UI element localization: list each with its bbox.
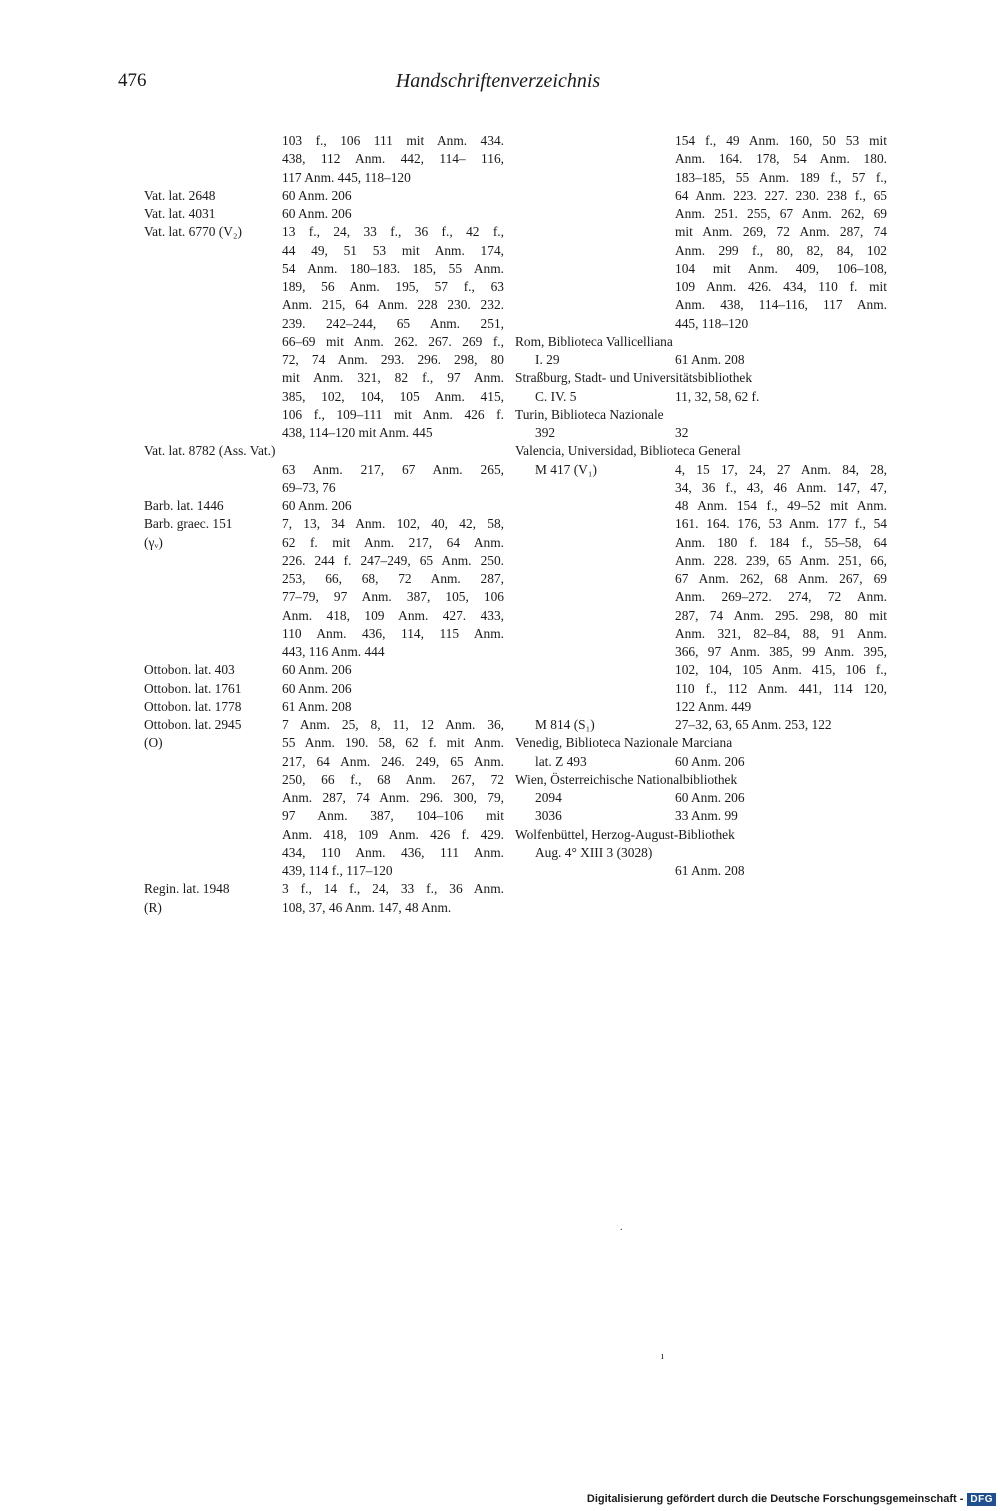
reference-line: 250, 66 f., 68 Anm. 267, 72 bbox=[282, 771, 504, 787]
manuscript-entry bbox=[144, 187, 504, 205]
shelfmark: C. IV. 5 bbox=[535, 388, 577, 404]
reference-list bbox=[282, 187, 504, 205]
reference-line: 110 Anm. 436, 114, 115 Anm. bbox=[282, 625, 504, 641]
reference-list bbox=[282, 223, 504, 442]
reference-list bbox=[515, 862, 887, 880]
reference-line: 60 Anm. 206 bbox=[282, 206, 352, 221]
reference-list bbox=[282, 880, 504, 917]
reference-line: 55 Anm. 190. 58, 62 f. mit Anm. bbox=[282, 735, 504, 751]
reference-list bbox=[282, 205, 504, 223]
manuscript-entry bbox=[515, 424, 887, 442]
reference-line: 122 Anm. 449 bbox=[675, 698, 752, 714]
manuscript-entry bbox=[515, 844, 887, 862]
right-column bbox=[515, 132, 887, 880]
shelfmark: Regin. lat. 1948 bbox=[144, 881, 230, 897]
library-heading: Venedig, Biblioteca Nazionale Marciana bbox=[515, 735, 733, 751]
reference-line: 60 Anm. 206 bbox=[282, 498, 352, 513]
manuscript-entry bbox=[144, 205, 504, 223]
reference-line: 366, 97 Anm. 385, 99 Anm. 395, bbox=[675, 644, 887, 659]
manuscript-entry bbox=[515, 789, 887, 807]
footer-text: Digitalisierung gefördert durch die Deutsche Forschungsgemeinschaft - bbox=[586, 1493, 964, 1505]
reference-line: 34, 36 f., 43, 46 Anm. 147, 47, bbox=[675, 479, 887, 495]
reference-line: Anm. 418, 109 Anm. 426 f. 429. bbox=[282, 826, 504, 842]
manuscript-entry bbox=[515, 716, 887, 734]
shelfmark: Vat. lat. 6770 (V₂) bbox=[144, 224, 243, 240]
reference-line: 443, 116 Anm. 444 bbox=[282, 644, 385, 659]
reference-line: Anm. 164. 178, 54 Anm. 180. bbox=[675, 151, 887, 167]
reference-line: Anm. 251. 255, 67 Anm. 262, 69 bbox=[675, 206, 887, 221]
dfg-logo-icon: DFG bbox=[967, 1493, 996, 1506]
reference-line: 72, 74 Anm. 293. 296. 298, 80 bbox=[282, 352, 504, 367]
reference-list bbox=[515, 132, 887, 333]
reference-line: mit Anm. 269, 72 Anm. 287, 74 bbox=[675, 224, 887, 240]
manuscript-entry bbox=[144, 223, 504, 442]
reference-line: 226. 244 f. 247–249, 65 Anm. 250. bbox=[282, 552, 504, 568]
reference-line: 33 Anm. 99 bbox=[675, 808, 738, 824]
reference-line: 117 Anm. 445, 118–120 bbox=[282, 169, 411, 185]
reference-line: 445, 118–120 bbox=[675, 315, 749, 331]
reference-line: 44 49, 51 53 mit Anm. 174, bbox=[282, 242, 504, 258]
reference-line: 183–185, 55 Anm. 189 f., 57 f., bbox=[675, 169, 887, 185]
shelfmark: Ottobon. lat. 1778 bbox=[144, 698, 242, 714]
manuscript-entry bbox=[144, 698, 504, 716]
reference-line: 109 Anm. 426. 434, 110 f. mit bbox=[675, 279, 887, 294]
reference-line: 161. 164. 176, 53 Anm. 177 f., 54 bbox=[675, 516, 887, 532]
reference-line: 287, 74 Anm. 295. 298, 80 mit bbox=[675, 607, 887, 623]
shelfmark: 3036 bbox=[535, 808, 562, 824]
reference-line: Anm. 287, 74 Anm. 296. 300, 79, bbox=[282, 790, 504, 805]
reference-line: 60 Anm. 206 bbox=[675, 790, 745, 805]
reference-list bbox=[675, 461, 887, 717]
manuscript-entry bbox=[515, 753, 887, 771]
reference-line: 217, 64 Anm. 246. 249, 65 Anm. bbox=[282, 753, 504, 769]
stray-mark: . bbox=[620, 1222, 623, 1233]
library-heading: Wolfenbüttel, Herzog-August-Bibliothek bbox=[515, 826, 735, 842]
shelfmark: Ottobon. lat. 1761 bbox=[144, 680, 242, 696]
shelfmark: Barb. graec. 151 bbox=[144, 516, 233, 532]
reference-line: 434, 110 Anm. 436, 111 Anm. bbox=[282, 844, 504, 860]
reference-list bbox=[282, 461, 504, 498]
manuscript-entry bbox=[144, 461, 504, 498]
reference-line: 7 Anm. 25, 8, 11, 12 Anm. 36, bbox=[282, 717, 504, 732]
reference-line: 189, 56 Anm. 195, 57 f., 63 bbox=[282, 279, 504, 294]
reference-line: 4, 15 17, 24, 27 Anm. 84, 28, bbox=[675, 461, 887, 477]
reference-line: 60 Anm. 206 bbox=[282, 662, 352, 678]
reference-line: 439, 114 f., 117–120 bbox=[282, 863, 393, 878]
reference-line: 61 Anm. 208 bbox=[675, 352, 745, 367]
manuscript-entry bbox=[144, 132, 504, 187]
reference-line: Anm. 299 f., 80, 82, 84, 102 bbox=[675, 242, 887, 258]
reference-line: Anm. 321, 82–84, 88, 91 Anm. bbox=[675, 625, 887, 641]
reference-line: 32 bbox=[675, 425, 689, 440]
reference-line: 66–69 mit Anm. 262. 267. 269 f., bbox=[282, 333, 504, 349]
shelfmark: Barb. lat. 1446 bbox=[144, 498, 224, 513]
running-title: Handschriftenverzeichnis bbox=[395, 70, 601, 92]
reference-line: 97 Anm. 387, 104–106 mit bbox=[282, 808, 504, 824]
shelfmark: Aug. 4° XIII 3 (3028) bbox=[535, 844, 653, 860]
manuscript-entry bbox=[144, 661, 504, 679]
reference-line: 108, 37, 46 Anm. 147, 48 Anm. bbox=[282, 899, 452, 915]
reference-line: 385, 102, 104, 105 Anm. 415, bbox=[282, 388, 504, 404]
stray-mark: ı bbox=[661, 1351, 664, 1362]
reference-line: 27–32, 63, 65 Anm. 253, 122 bbox=[675, 717, 832, 732]
reference-line: 13 f., 24, 33 f., 36 f., 42 f., bbox=[282, 224, 504, 240]
reference-list bbox=[675, 424, 887, 442]
siglum: (γᵥ) bbox=[144, 534, 163, 550]
reference-line: 110 f., 112 Anm. 441, 114 120, bbox=[675, 680, 887, 696]
reference-line: 69–73, 76 bbox=[282, 479, 336, 495]
shelfmark: M 814 (S₁) bbox=[535, 717, 595, 732]
reference-list bbox=[282, 680, 504, 698]
shelfmark: 392 bbox=[535, 425, 556, 440]
reference-line: 61 Anm. 208 bbox=[675, 863, 745, 878]
reference-line: 61 Anm. 208 bbox=[282, 698, 352, 714]
manuscript-entry bbox=[144, 497, 504, 515]
reference-line: 239. 242–244, 65 Anm. 251, bbox=[282, 315, 504, 331]
reference-line: 67 Anm. 262, 68 Anm. 267, 69 bbox=[675, 571, 887, 586]
reference-line: 60 Anm. 206 bbox=[282, 187, 352, 203]
digitization-footer bbox=[587, 1487, 1000, 1511]
shelfmark: 2094 bbox=[535, 790, 562, 805]
reference-list bbox=[282, 497, 504, 515]
library-heading: Straßburg, Stadt- und Universitätsbibliothek bbox=[515, 370, 753, 386]
reference-list bbox=[282, 132, 504, 187]
reference-line: 102, 104, 105 Anm. 415, 106 f., bbox=[675, 662, 887, 678]
reference-line: Anm. 180 f. 184 f., 55–58, 64 bbox=[675, 534, 887, 550]
reference-line: 11, 32, 58, 62 f. bbox=[675, 388, 760, 404]
reference-list bbox=[282, 716, 504, 880]
shelfmark: M 417 (V₁) bbox=[535, 461, 597, 477]
reference-list bbox=[675, 716, 887, 734]
reference-line: 438, 112 Anm. 442, 114– 116, bbox=[282, 151, 504, 167]
shelfmark: Vat. lat. 4031 bbox=[144, 206, 216, 221]
siglum: (R) bbox=[144, 899, 162, 915]
shelfmark: Vat. lat. 8782 (Ass. Vat.) bbox=[144, 443, 276, 459]
reference-line: Anm. 228. 239, 65 Anm. 251, 66, bbox=[675, 552, 887, 568]
reference-list bbox=[282, 661, 504, 679]
reference-line: 64 Anm. 223. 227. 230. 238 f., 65 bbox=[675, 187, 887, 203]
reference-line: 77–79, 97 Anm. 387, 105, 106 bbox=[282, 589, 504, 605]
reference-line: 253, 66, 68, 72 Anm. 287, bbox=[282, 571, 504, 586]
reference-line: 60 Anm. 206 bbox=[675, 753, 745, 769]
library-heading: Turin, Biblioteca Nazionale bbox=[515, 406, 664, 422]
left-column bbox=[144, 132, 504, 917]
reference-line: 54 Anm. 180–183. 185, 55 Anm. bbox=[282, 260, 504, 276]
reference-line: 62 f. mit Anm. 217, 64 Anm. bbox=[282, 534, 504, 550]
manuscript-entry bbox=[515, 388, 887, 406]
siglum: (O) bbox=[144, 735, 163, 751]
reference-line: 3 f., 14 f., 24, 33 f., 36 Anm. bbox=[282, 881, 504, 897]
reference-line: 60 Anm. 206 bbox=[282, 680, 352, 696]
reference-line: Anm. 269–272. 274, 72 Anm. bbox=[675, 589, 887, 605]
reference-line: mit Anm. 321, 82 f., 97 Anm. bbox=[282, 370, 504, 386]
shelfmark: Vat. lat. 2648 bbox=[144, 187, 216, 203]
reference-list bbox=[675, 388, 887, 406]
manuscript-entry bbox=[144, 442, 504, 460]
reference-line: Anm. 215, 64 Anm. 228 230. 232. bbox=[282, 297, 504, 313]
manuscript-entry bbox=[144, 680, 504, 698]
shelfmark: Ottobon. lat. 403 bbox=[144, 662, 235, 678]
manuscript-entry bbox=[144, 515, 504, 661]
page-number: 476 bbox=[118, 70, 147, 91]
reference-line: 63 Anm. 217, 67 Anm. 265, bbox=[282, 461, 504, 477]
reference-line: 104 mit Anm. 409, 106–108, bbox=[675, 260, 887, 276]
reference-list bbox=[675, 351, 887, 369]
shelfmark: lat. Z 493 bbox=[535, 753, 587, 769]
shelfmark: I. 29 bbox=[535, 352, 560, 367]
library-heading: Wien, Österreichische Nationalbibliothek bbox=[515, 771, 738, 787]
reference-line: 438, 114–120 mit Anm. 445 bbox=[282, 425, 433, 440]
reference-line: 106 f., 109–111 mit Anm. 426 f. bbox=[282, 406, 504, 422]
reference-line: 103 f., 106 111 mit Anm. 434. bbox=[282, 133, 504, 148]
manuscript-entry bbox=[144, 716, 504, 880]
reference-line: 7, 13, 34 Anm. 102, 40, 42, 58, bbox=[282, 516, 504, 532]
manuscript-entry bbox=[144, 880, 504, 917]
reference-list bbox=[282, 698, 504, 716]
library-heading: Valencia, Universidad, Biblioteca General bbox=[515, 443, 741, 459]
reference-line: 48 Anm. 154 f., 49–52 mit Anm. bbox=[675, 498, 887, 513]
manuscript-entry bbox=[515, 461, 887, 717]
manuscript-entry bbox=[515, 351, 887, 369]
page-header bbox=[118, 70, 878, 100]
reference-list bbox=[675, 753, 887, 771]
reference-list bbox=[675, 789, 887, 807]
shelfmark: Ottobon. lat. 2945 bbox=[144, 717, 242, 732]
reference-list bbox=[282, 515, 504, 661]
manuscript-entry bbox=[515, 807, 887, 825]
reference-line: Anm. 438, 114–116, 117 Anm. bbox=[675, 297, 887, 313]
reference-line: 154 f., 49 Anm. 160, 50 53 mit bbox=[675, 133, 887, 148]
reference-list bbox=[675, 807, 887, 825]
library-heading: Rom, Biblioteca Vallicelliana bbox=[515, 333, 673, 349]
reference-line: Anm. 418, 109 Anm. 427. 433, bbox=[282, 607, 504, 623]
